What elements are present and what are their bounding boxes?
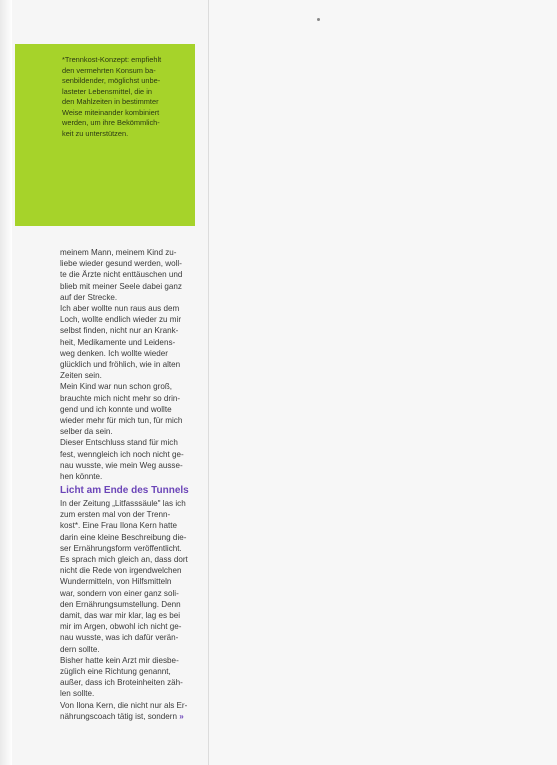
right-page-blank [209, 0, 557, 765]
sidebar-box-text: *Trennkost-Konzept: empfiehlt den vermehrten Konsum ba- senbildender, möglichst unbe- lasteter Lebensmittel, die in den Mahlzeiten in bestimmter Weise miteinander kombiniert werden, um ihre Bekömmlich- keit zu unterstützen. [62, 55, 162, 138]
left-page [0, 0, 209, 765]
section-body: In der Zeitung „Litfasssäule" las ich zum ersten mal von der Trenn- kost*. Eine Frau Ilona Kern hatte darin eine kleine Beschreibung die- ser Ernährungsform veröffentlicht. Es sprach mich gleich an, dass dort nicht die Rede von irgendwelchen Wundermitteln, von Hilfsmitteln war, sondern von einer ganz soli- den Ernährungsumstellung. Denn damit, das war mir klar, lag es bei mir im Argen, obwohl ich nicht ge- nau wusste, was ich dafür verän- dern sollte. Bisher hatte kein Arzt mir diesbe- züglich eine Richtung genannt, außer, dass ich Broteinheiten zäh- len sollte. Von Ilona Kern, die nicht nur als Er- nährungscoach tätig ist, sondern [60, 499, 188, 721]
article-text-bottom [60, 498, 197, 722]
section-heading: Licht am Ende des Tunnels [60, 485, 189, 496]
paper-speck [317, 18, 320, 21]
article-text-top: meinem Mann, meinem Kind zu- liebe wieder gesund werden, woll- te die Ärzte nicht enttäuschen und blieb mit meiner Seele dabei ganz auf der Strecke. Ich aber wollte nun raus aus dem Loch, wollte endlich wieder zu mir selbst finden, nicht nur an Krank- heit, Medikamente und Leidens- weg denken. Ich wollte wieder glücklich und fröhlich, wie in alten Zeiten sein. Mein Kind war nun schon groß, brauchte mich nicht mehr so drin- gend und ich konnte und wollte wieder mehr für mich tun, für mich selber da sein. Dieser Entschluss stand für mich fest, wenngleich ich noch nicht ge- nau wusste, wie mein Weg ausse- hen könnte. [60, 248, 184, 482]
continue-arrow-icon: » [179, 711, 184, 721]
